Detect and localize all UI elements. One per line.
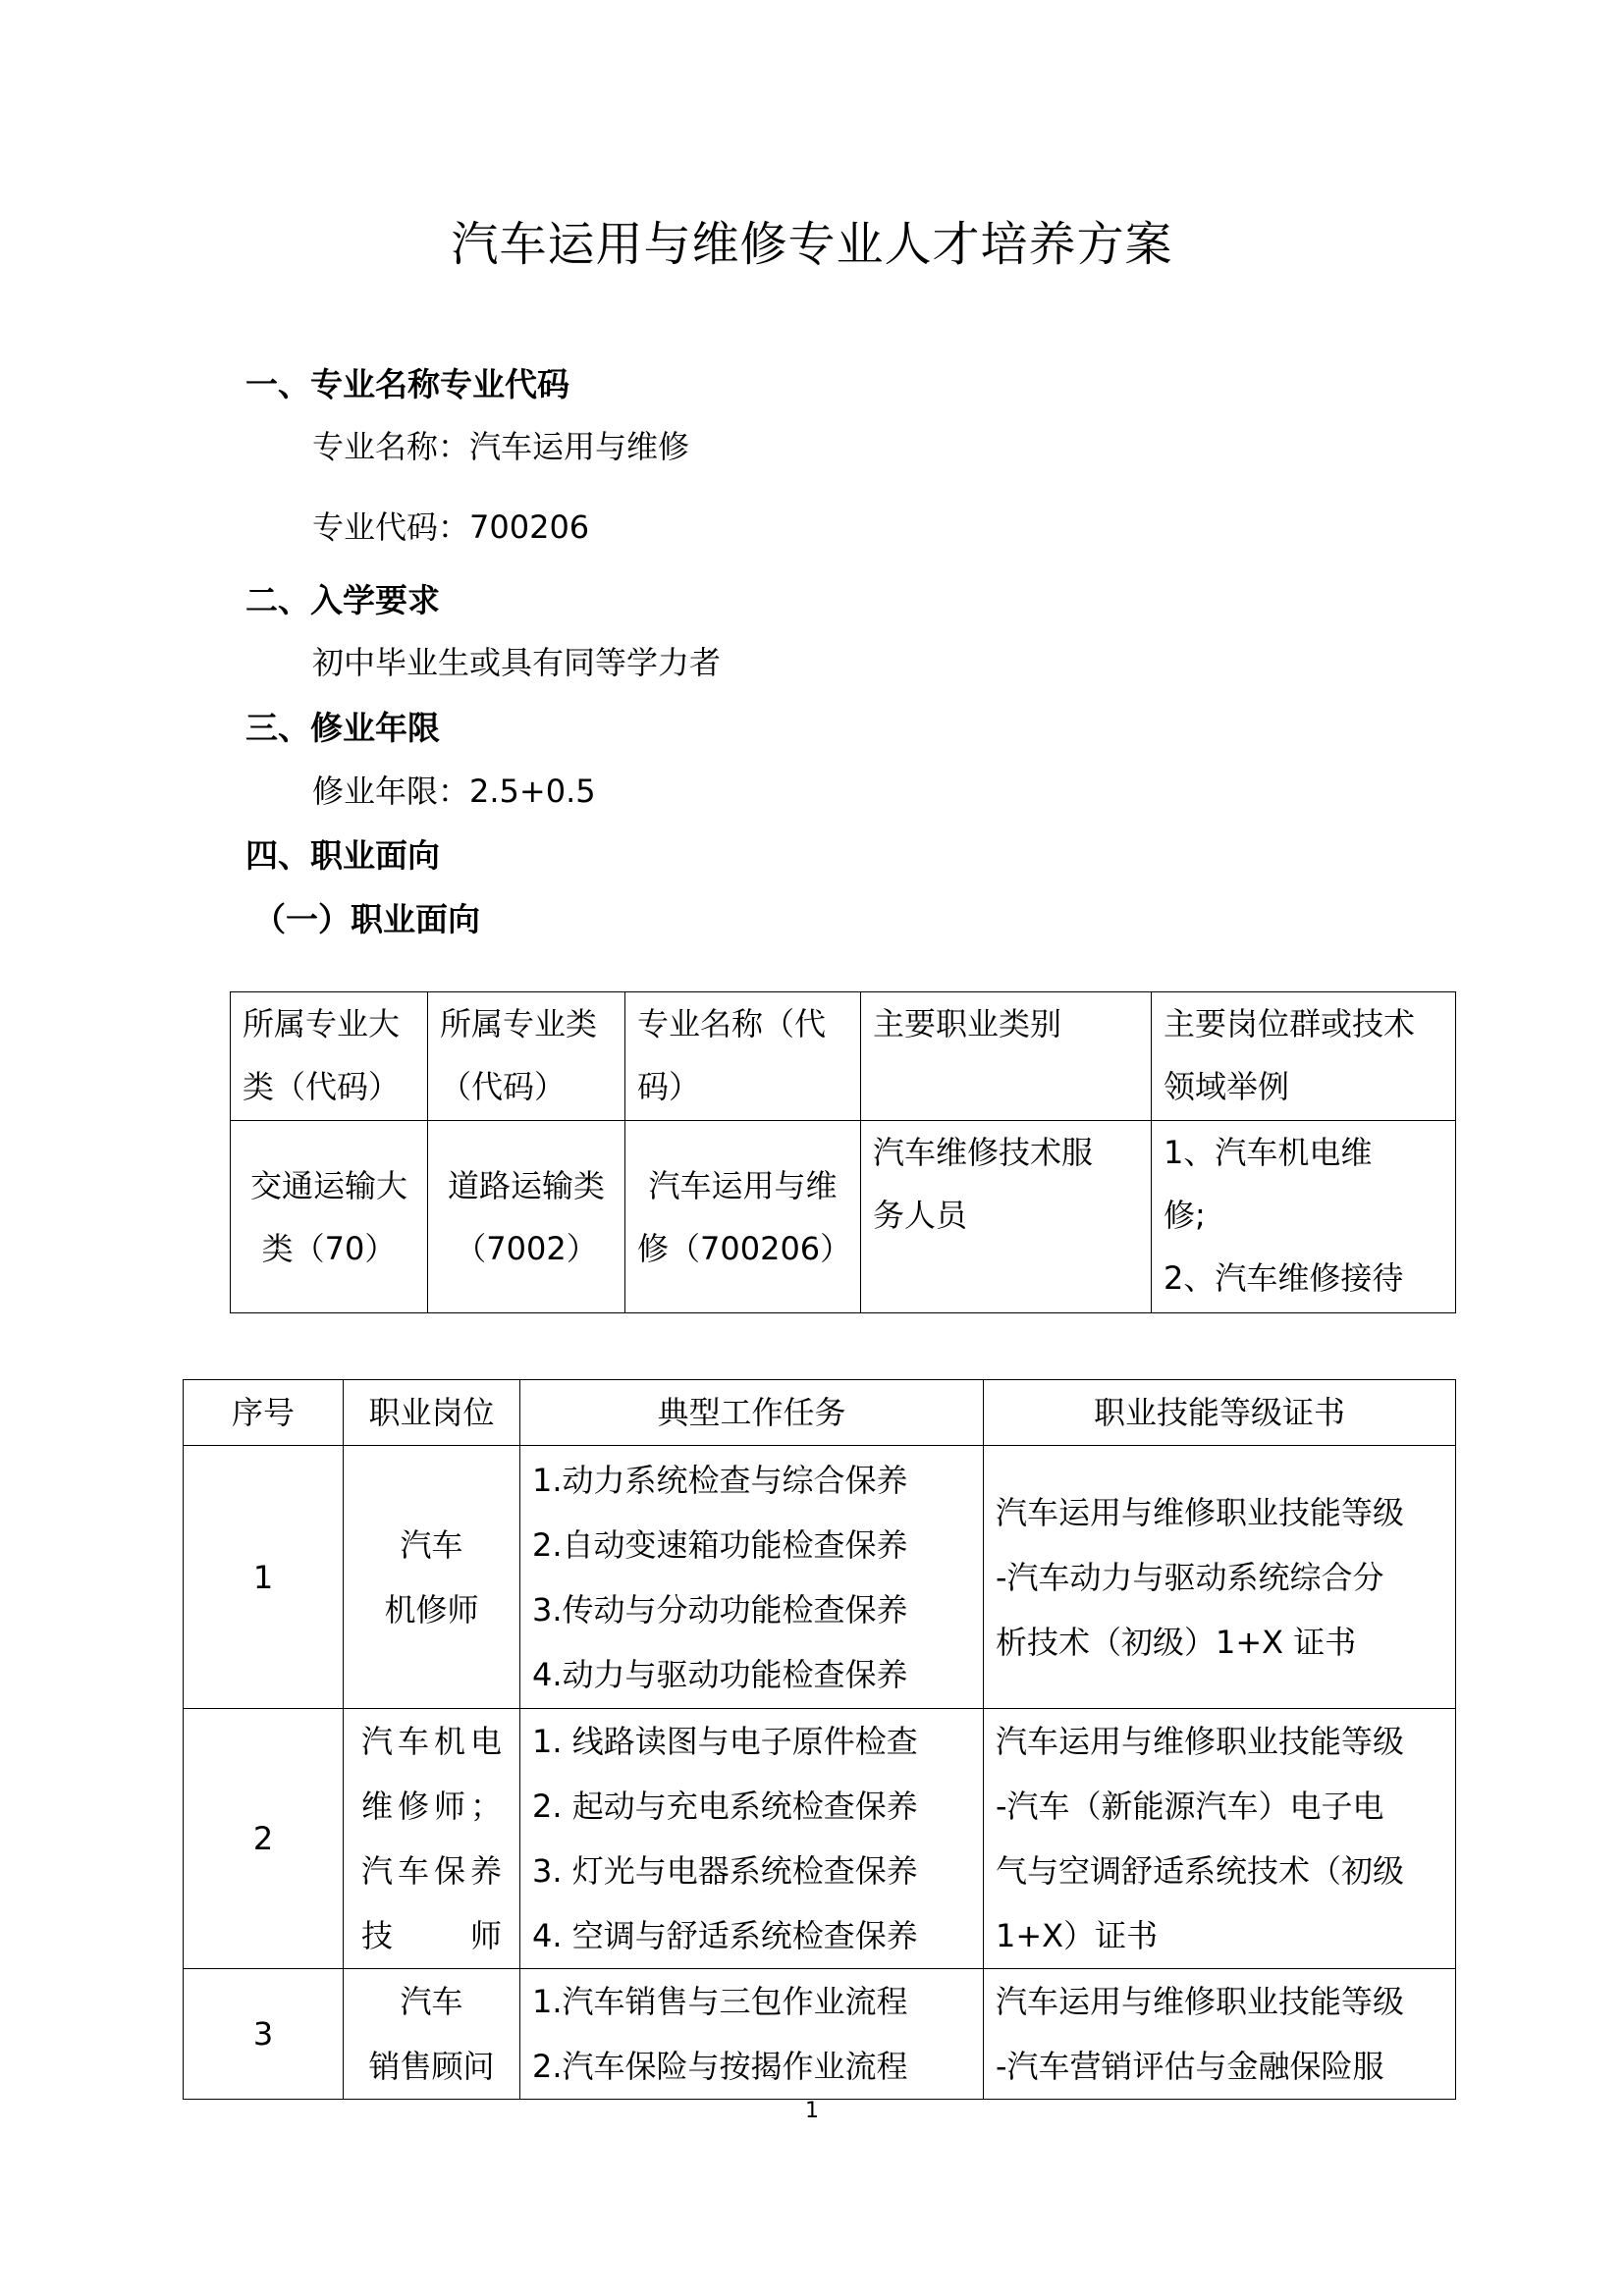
cell-line: 1. 线路读图与电子原件检查 [532, 1723, 918, 1760]
cell-line: 主要岗位群或技术 [1164, 1005, 1416, 1042]
cell-line: 3. 灯光与电器系统检查保养 [532, 1852, 918, 1890]
cell-line: 汽车 [400, 1525, 463, 1564]
cell-line: 汽车机电 [361, 1723, 502, 1760]
table2-header-cell: 职业技能等级证书 [984, 1380, 1456, 1446]
table1-header-cell [231, 992, 428, 1121]
skill-certificate [984, 1709, 1456, 1969]
table1-data-cell [428, 1121, 625, 1313]
cell-line: 气与空调舒适系统技术（初级 [996, 1852, 1405, 1890]
cell-line: 4. 空调与舒适系统检查保养 [532, 1917, 918, 1954]
table1-header-cell [861, 992, 1152, 1121]
table-row [184, 1969, 1456, 2100]
job-position [344, 1709, 520, 1969]
section-heading-1: 一、专业名称专业代码 [245, 365, 569, 403]
cell-line: 道路运输类 [447, 1166, 605, 1204]
table1-data-cell [861, 1121, 1152, 1313]
cell-line: 类（代码） [243, 1068, 401, 1105]
table1-header-cell [625, 992, 861, 1121]
table1-data-cell [625, 1121, 861, 1313]
row-number: 3 [184, 1969, 344, 2100]
table1-header-cell [428, 992, 625, 1121]
section-heading-4: 四、职业面向 [245, 836, 440, 875]
table2-header-cell: 典型工作任务 [520, 1380, 984, 1446]
cell-line: 码） [637, 1068, 701, 1105]
cell-line: （代码） [440, 1068, 567, 1105]
cell-line: 析技术（初级）1+X 证书 [996, 1623, 1357, 1661]
subsection-heading: （一）职业面向 [253, 900, 480, 938]
cell-line: 所属专业类 [440, 1005, 598, 1042]
job-position [344, 1969, 520, 2100]
document-title: 汽车运用与维修专业人才培养方案 [451, 217, 1173, 272]
cell-line: （7002） [455, 1229, 598, 1267]
cell-line: 交通运输大 [249, 1166, 407, 1204]
table-row [184, 1709, 1456, 1969]
skill-certificate [984, 1446, 1456, 1709]
typical-tasks [520, 1446, 984, 1709]
cell-line: 2、汽车维修接待 [1164, 1259, 1404, 1297]
cell-line: 汽车运用与维修职业技能等级 [996, 1493, 1405, 1531]
page-number: 1 [805, 2099, 819, 2123]
cell-line: 务人员 [873, 1197, 968, 1234]
cell-line: 领域举例 [1164, 1068, 1290, 1105]
skill-certificate [984, 1969, 1456, 2100]
row-number: 1 [184, 1446, 344, 1709]
cell-line: -汽车动力与驱动系统综合分 [996, 1558, 1384, 1596]
table-row [184, 1446, 1456, 1709]
cell-line: 1、汽车机电维 [1164, 1134, 1373, 1171]
table1-data-cell [1152, 1121, 1456, 1313]
section-heading-2: 二、入学要求 [245, 581, 440, 619]
cell-line: 2.自动变速箱功能检查保养 [532, 1525, 908, 1564]
cell-line: 2.汽车保险与按揭作业流程 [532, 2048, 908, 2085]
typical-tasks [520, 1969, 984, 2100]
cell-line: 主要职业类别 [873, 1005, 1062, 1042]
cell-line: 汽车运用与维修职业技能等级 [996, 1723, 1405, 1760]
major-code-line: 专业代码：700206 [312, 508, 590, 546]
cell-line: 专业名称（代 [637, 1005, 827, 1042]
cell-line: 汽车维修技术服 [873, 1134, 1094, 1171]
cell-line: -汽车（新能源汽车）电子电 [996, 1788, 1384, 1825]
cell-line: 1+X）证书 [996, 1917, 1159, 1954]
admission-line: 初中毕业生或具有同等学力者 [312, 644, 722, 681]
cell-line: 1.动力系统检查与综合保养 [532, 1461, 908, 1499]
cell-line: 销售顾问 [368, 2048, 495, 2085]
cell-line: 机修师 [384, 1590, 479, 1629]
row-number: 2 [184, 1709, 344, 1969]
cell-line: 类（70） [261, 1229, 397, 1267]
cell-line: 维修师； [361, 1788, 502, 1825]
cell-line: 2. 起动与充电系统检查保养 [532, 1788, 918, 1825]
cell-line: 技师 [361, 1917, 502, 1954]
major-name-line: 专业名称：汽车运用与维修 [312, 428, 690, 465]
job-position [344, 1446, 520, 1709]
table1-data-cell [231, 1121, 428, 1313]
cell-line: 汽车保养 [361, 1852, 502, 1890]
cell-line: 修（700206） [637, 1229, 852, 1267]
cell-line: 汽车 [400, 1983, 463, 2020]
duration-line: 修业年限：2.5+0.5 [312, 773, 596, 810]
typical-tasks [520, 1709, 984, 1969]
career-orientation-table [230, 991, 1456, 1313]
table2-header-cell: 职业岗位 [344, 1380, 520, 1446]
cell-line: 1.汽车销售与三包作业流程 [532, 1983, 908, 2020]
table1-header-cell [1152, 992, 1456, 1121]
cell-line: -汽车营销评估与金融保险服 [996, 2048, 1384, 2085]
cell-line: 3.传动与分动功能检查保养 [532, 1590, 908, 1629]
table2-header-cell: 序号 [184, 1380, 344, 1446]
cell-line: 所属专业大 [243, 1005, 401, 1042]
cell-line: 汽车运用与维修职业技能等级 [996, 1983, 1405, 2020]
cell-line: 修; [1164, 1197, 1206, 1234]
job-task-certificate-table [183, 1379, 1456, 2100]
cell-line: 汽车运用与维 [648, 1166, 838, 1204]
cell-line: 4.动力与驱动功能检查保养 [532, 1655, 908, 1693]
section-heading-3: 三、修业年限 [245, 709, 440, 747]
